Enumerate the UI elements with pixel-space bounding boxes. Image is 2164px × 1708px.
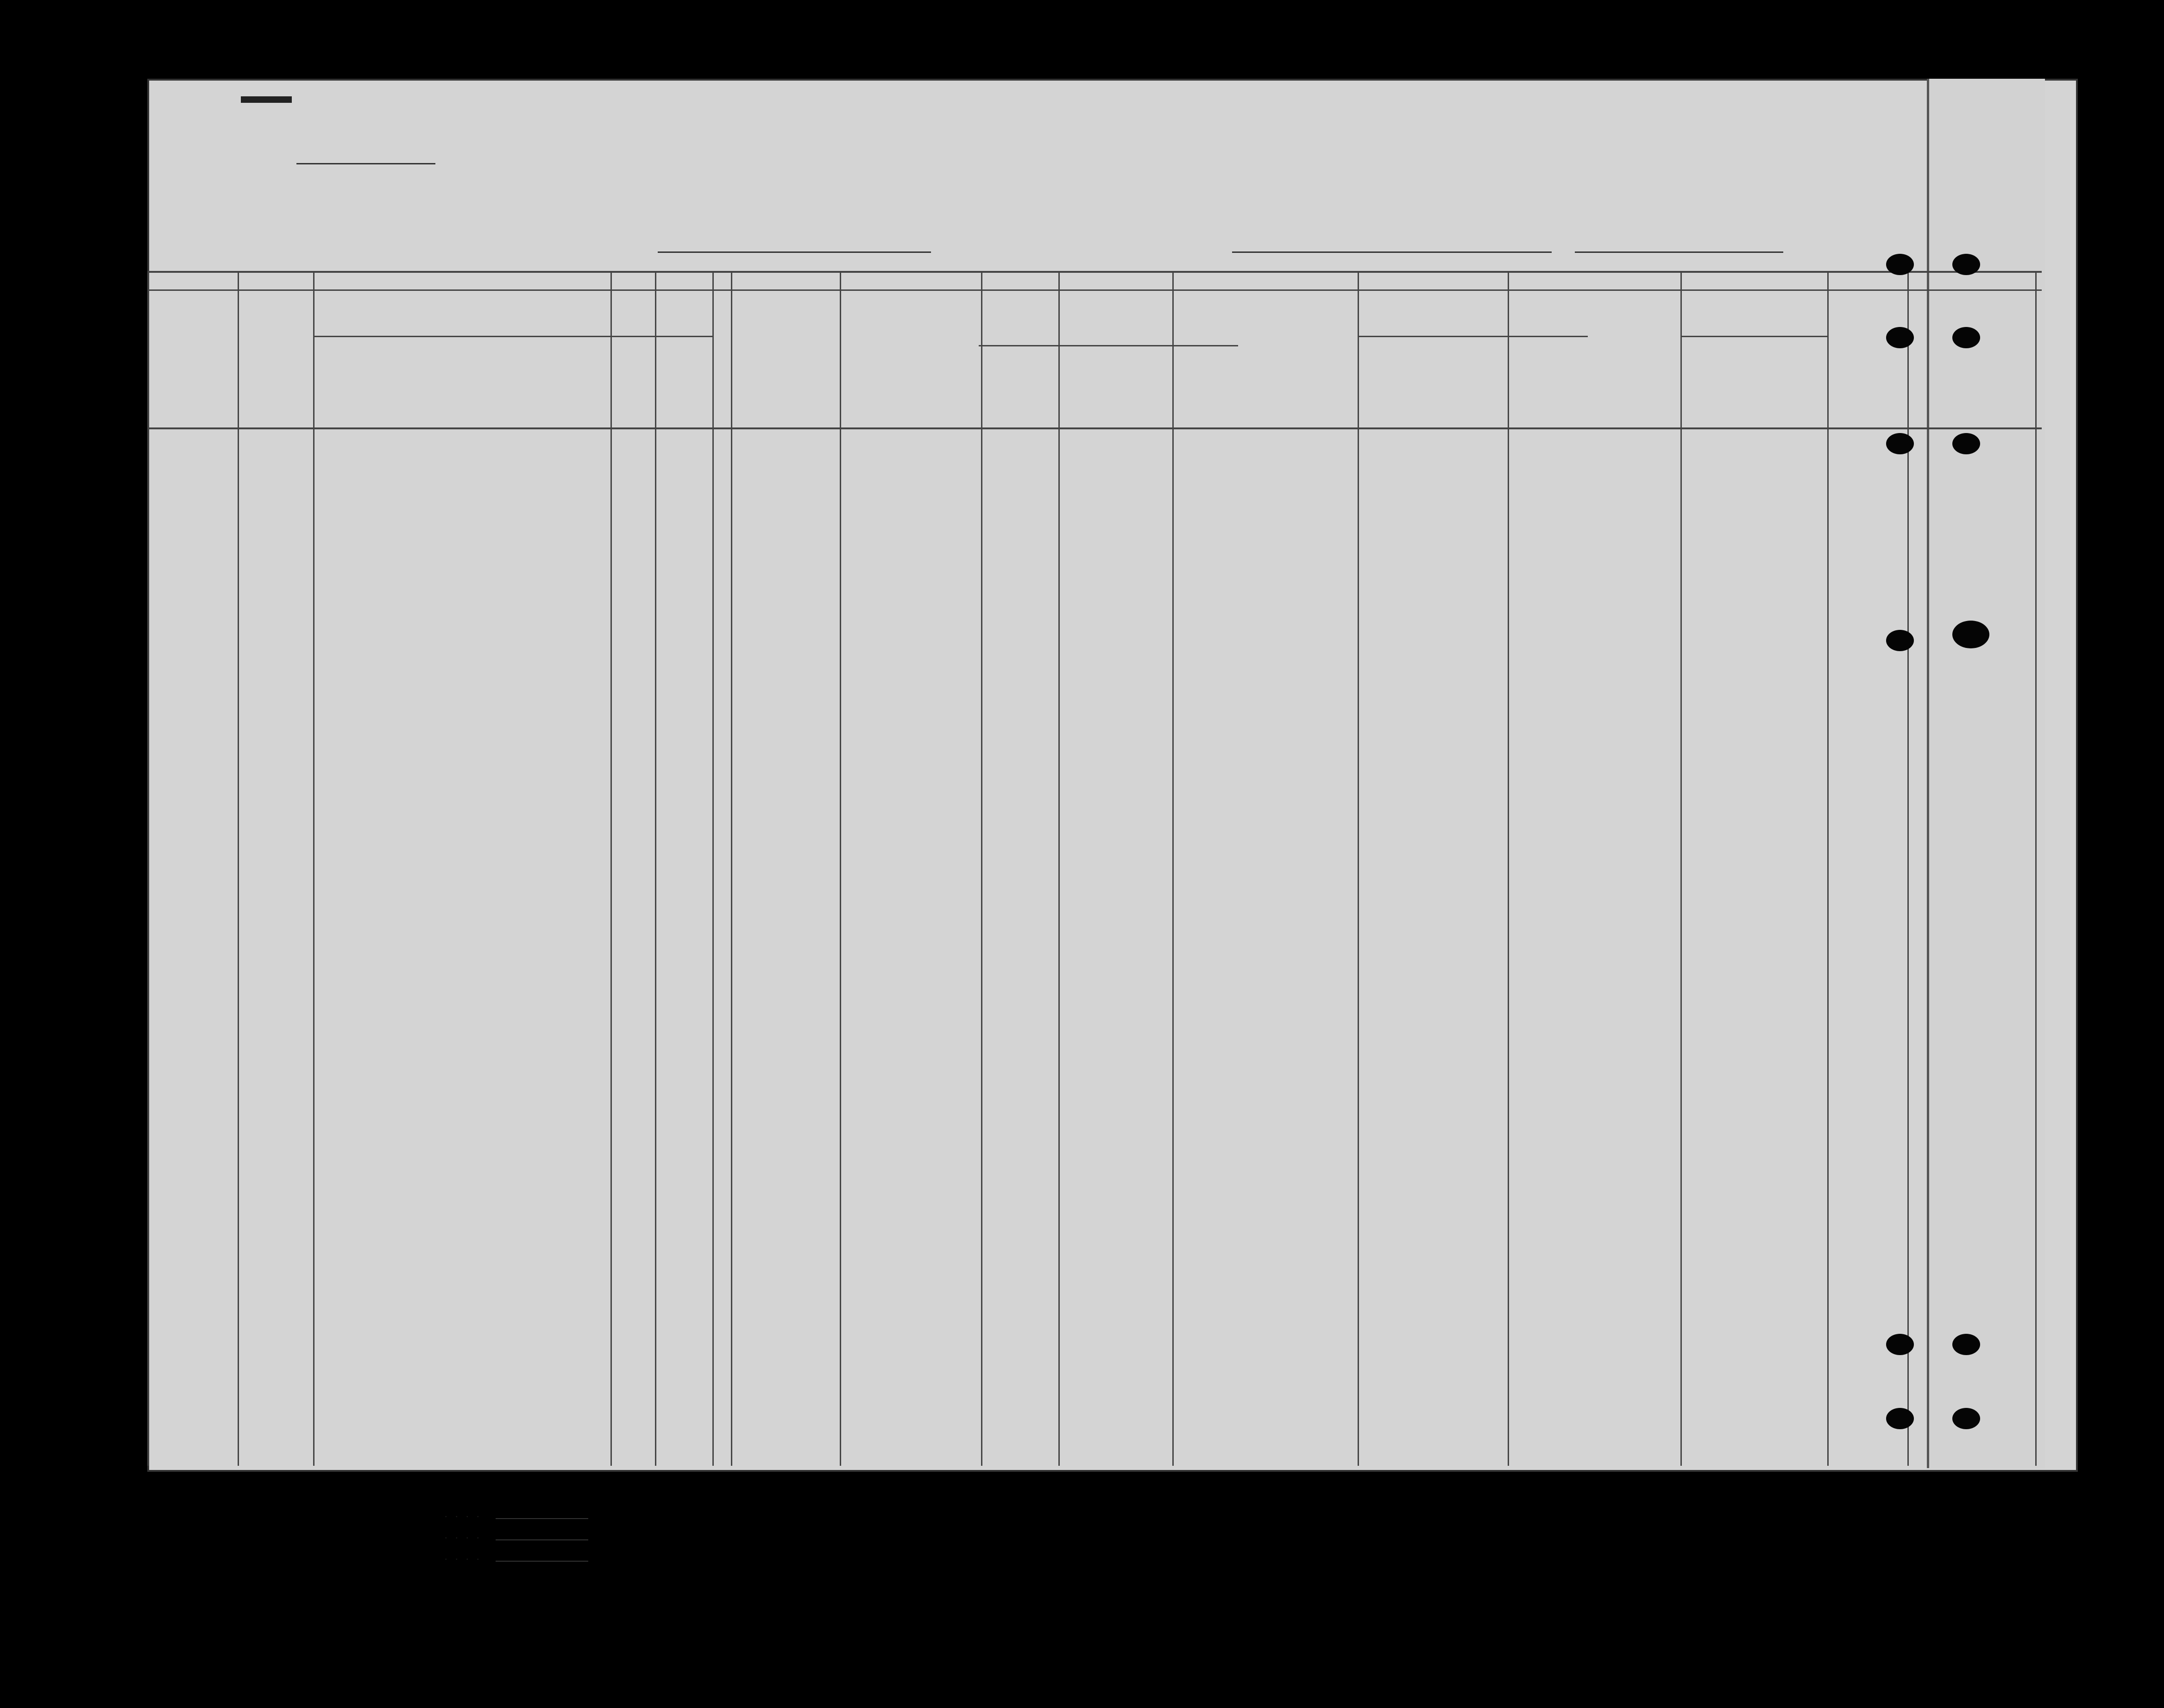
punch-hole	[1886, 630, 1914, 651]
column-rule	[1172, 271, 1174, 1466]
row-rule	[147, 271, 2042, 273]
column-rule	[147, 271, 149, 1466]
port-underline	[1232, 251, 1552, 253]
punch-hole	[1886, 254, 1914, 275]
column-rule	[313, 271, 315, 1466]
leader-dots: . . . .	[445, 1508, 482, 1520]
column-rule	[1827, 271, 1829, 1466]
ship-underline	[658, 251, 931, 253]
date-underline	[1575, 251, 1783, 253]
row-rule	[147, 427, 2042, 429]
punch-hole	[1886, 1408, 1914, 1429]
punch-hole	[1886, 433, 1914, 454]
usc-underline	[496, 1539, 588, 1540]
row-rule	[1508, 336, 1588, 337]
column-rule	[655, 271, 656, 1466]
punch-hole	[1952, 327, 1980, 348]
column-rule	[712, 271, 714, 1466]
column-rule	[1680, 271, 1682, 1466]
punch-hole	[1952, 1408, 1980, 1429]
column-rule	[1358, 271, 1359, 1466]
list-underline	[296, 163, 435, 164]
column-rule	[1508, 271, 1509, 1466]
redaction-bar	[241, 96, 292, 103]
punch-hole	[1952, 254, 1980, 275]
column-rule	[610, 271, 612, 1466]
punch-hole	[1886, 1334, 1914, 1355]
row-rule	[147, 289, 2042, 291]
leader-dots: . . . .	[445, 1529, 482, 1541]
passenger-table	[147, 271, 2042, 1466]
column-rule	[238, 271, 239, 1466]
row-rule	[610, 336, 712, 337]
column-rule	[2035, 271, 2037, 1466]
column-rule	[840, 271, 841, 1466]
total-underline	[496, 1518, 588, 1519]
aliens-underline	[496, 1561, 588, 1562]
punch-hole	[1952, 433, 1980, 454]
column-rule	[1058, 271, 1060, 1466]
punch-hole	[1952, 621, 1989, 648]
column-rule	[731, 271, 732, 1466]
punch-hole	[1952, 1334, 1980, 1355]
row-rule	[313, 336, 610, 337]
leader-dots: . . . .	[445, 1551, 482, 1562]
punch-hole	[1886, 327, 1914, 348]
row-rule	[1358, 336, 1508, 337]
column-rule	[981, 271, 982, 1466]
row-rule	[979, 345, 1238, 346]
row-rule	[1680, 336, 1827, 337]
